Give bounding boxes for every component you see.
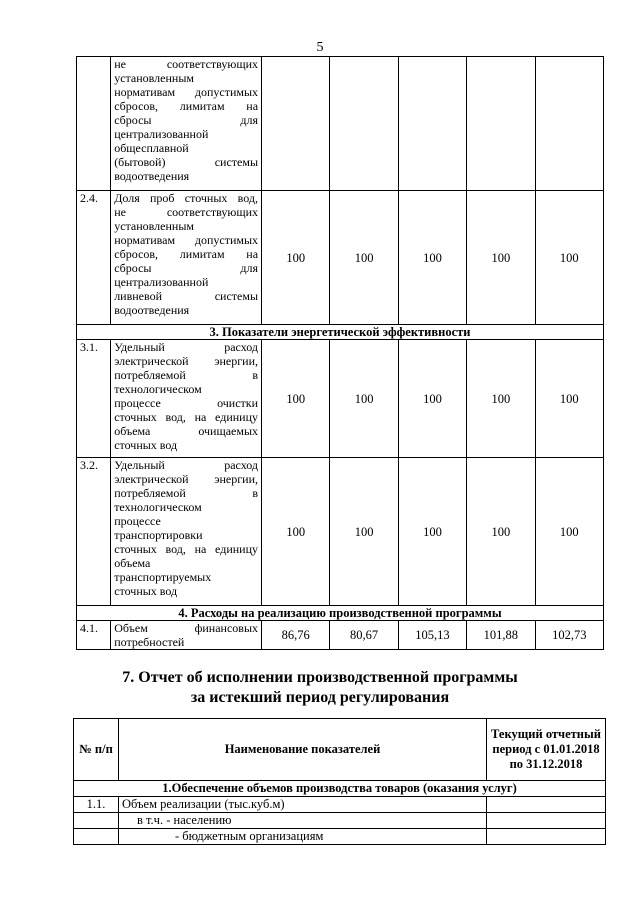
indicator-name-line: потребляемой в <box>114 368 259 382</box>
row-number-cell: 4.1. <box>77 621 111 650</box>
value-cell: 86,76 <box>262 621 330 650</box>
value-cell: 105,13 <box>398 621 466 650</box>
table-row-1-1 <box>74 797 606 813</box>
indicators-table <box>76 56 604 650</box>
row-number-cell <box>74 813 119 829</box>
indicator-name-line: сточных вод <box>114 438 178 452</box>
indicator-name-line: не соответствующих <box>114 205 259 219</box>
value-cell: 100 <box>398 340 466 458</box>
value-cell: 100 <box>398 458 466 606</box>
indicator-name-line: транспортировки <box>114 528 203 542</box>
value-cell: 100 <box>535 458 603 606</box>
indicator-name-cell: в т.ч. - населению <box>119 813 487 829</box>
section-header-row <box>77 606 604 621</box>
indicator-name-line: электрической энергии, <box>114 472 259 486</box>
row-number-cell <box>77 57 111 191</box>
indicator-name-line: Удельный расход <box>114 340 259 354</box>
page-number: 5 <box>316 40 324 55</box>
indicator-name-line: сточных вод, на единицу <box>114 542 259 556</box>
table-row-2-4 <box>77 191 604 325</box>
indicator-name-line: установленным <box>114 71 194 85</box>
section-header-row <box>77 325 604 340</box>
table-row-4-1 <box>77 621 604 650</box>
section-7-title-line-2: за истекший период регулирования <box>190 689 450 706</box>
section-7-title <box>0 668 640 708</box>
value-cell: 100 <box>330 458 398 606</box>
indicator-name-line: водоотведения <box>114 169 190 183</box>
value-cell: 80,67 <box>330 621 398 650</box>
value-cell <box>330 57 398 191</box>
indicator-name-line: технологическом <box>114 382 202 396</box>
indicator-name-line: водоотведения <box>114 303 190 317</box>
value-cell: 102,73 <box>535 621 603 650</box>
value-cell: 100 <box>398 191 466 325</box>
indicator-name-line: сбросов, лимитам на <box>114 247 259 261</box>
section-4-title: 4. Расходы на реализацию производственной программы <box>77 606 604 621</box>
value-cell: 101,88 <box>467 621 535 650</box>
indicator-name-line: потребляемой в <box>114 486 259 500</box>
value-cell: 100 <box>262 458 330 606</box>
table-row-sub-population <box>74 813 606 829</box>
section-3-title: 3. Показатели энергетической эффективности <box>77 325 604 340</box>
indicator-name-line: электрической энергии, <box>114 354 259 368</box>
indicator-name-line: общесплавной <box>114 141 189 155</box>
indicator-name-cell: Объем реализации (тыс.куб.м) <box>119 797 487 813</box>
row-number-cell: 3.2. <box>77 458 111 606</box>
indicator-name-line: технологическом <box>114 500 202 514</box>
indicator-name-line: нормативам допустимых <box>114 85 259 99</box>
indicator-name-line: централизованной <box>114 127 209 141</box>
row-number-cell: 1.1. <box>74 797 119 813</box>
indicator-name-cell <box>111 191 262 325</box>
indicator-name-line: транспортируемых <box>114 570 212 584</box>
value-cell <box>487 829 606 845</box>
indicator-name-line: Удельный расход <box>114 458 259 472</box>
indicator-name-line: сточных вод <box>114 584 178 598</box>
indicator-name-line: ливневой системы <box>114 289 259 303</box>
indicator-name-line: Доля проб сточных вод, <box>114 191 259 205</box>
header-indicator-name: Наименование показателей <box>119 719 487 781</box>
section-header-row <box>74 781 606 797</box>
table-row-sub-budget-orgs <box>74 829 606 845</box>
indicator-name-line: сбросы для <box>114 261 259 275</box>
value-cell <box>467 57 535 191</box>
value-cell <box>398 57 466 191</box>
value-cell: 100 <box>262 191 330 325</box>
row-number-cell <box>74 829 119 845</box>
value-cell <box>535 57 603 191</box>
indicator-name-cell <box>111 458 262 606</box>
report-table <box>73 718 606 845</box>
report-header-row <box>74 719 606 781</box>
header-reporting-period: Текущий отчетный период с 01.01.2018 по 31.12.2018 <box>487 719 606 781</box>
value-cell: 100 <box>467 458 535 606</box>
row-number-cell: 2.4. <box>77 191 111 325</box>
indicator-name-cell: - бюджетным организациям <box>119 829 487 845</box>
indicator-name-line: не соответствующих <box>114 57 259 71</box>
section-7-title-line-1: 7. Отчет об исполнении производственной программы <box>122 669 518 686</box>
indicator-name-line: сбросов, лимитам на <box>114 99 259 113</box>
value-cell: 100 <box>330 191 398 325</box>
value-cell <box>262 57 330 191</box>
indicator-name-line: Объем финансовых <box>114 621 259 635</box>
indicator-name-line: централизованной <box>114 275 209 289</box>
indicator-name-line: потребностей <box>114 635 185 649</box>
indicator-name-cell <box>111 57 262 191</box>
header-number: № п/п <box>74 719 119 781</box>
value-cell: 100 <box>535 191 603 325</box>
indicator-name-line: сбросы для <box>114 113 259 127</box>
report-section-1-title: 1.Обеспечение объемов производства товаров (оказания услуг) <box>74 781 606 797</box>
value-cell: 100 <box>330 340 398 458</box>
indicator-name-cell <box>111 340 262 458</box>
table-row-continued <box>77 57 604 191</box>
value-cell <box>487 813 606 829</box>
indicator-name-line: объема <box>114 556 151 570</box>
table-row-3-2 <box>77 458 604 606</box>
row-number-cell: 3.1. <box>77 340 111 458</box>
value-cell <box>487 797 606 813</box>
indicator-name-line: установленным <box>114 219 194 233</box>
indicator-name-line: процессе <box>114 514 161 528</box>
value-cell: 100 <box>467 191 535 325</box>
indicator-name-line: объема очищаемых <box>114 424 259 438</box>
indicator-name-line: сточных вод, на единицу <box>114 410 259 424</box>
value-cell: 100 <box>467 340 535 458</box>
value-cell: 100 <box>262 340 330 458</box>
table-row-3-1 <box>77 340 604 458</box>
value-cell: 100 <box>535 340 603 458</box>
indicator-name-line: (бытовой) системы <box>114 155 259 169</box>
indicator-name-cell <box>111 621 262 650</box>
indicator-name-line: нормативам допустимых <box>114 233 259 247</box>
indicator-name-line: процессе очистки <box>114 396 259 410</box>
